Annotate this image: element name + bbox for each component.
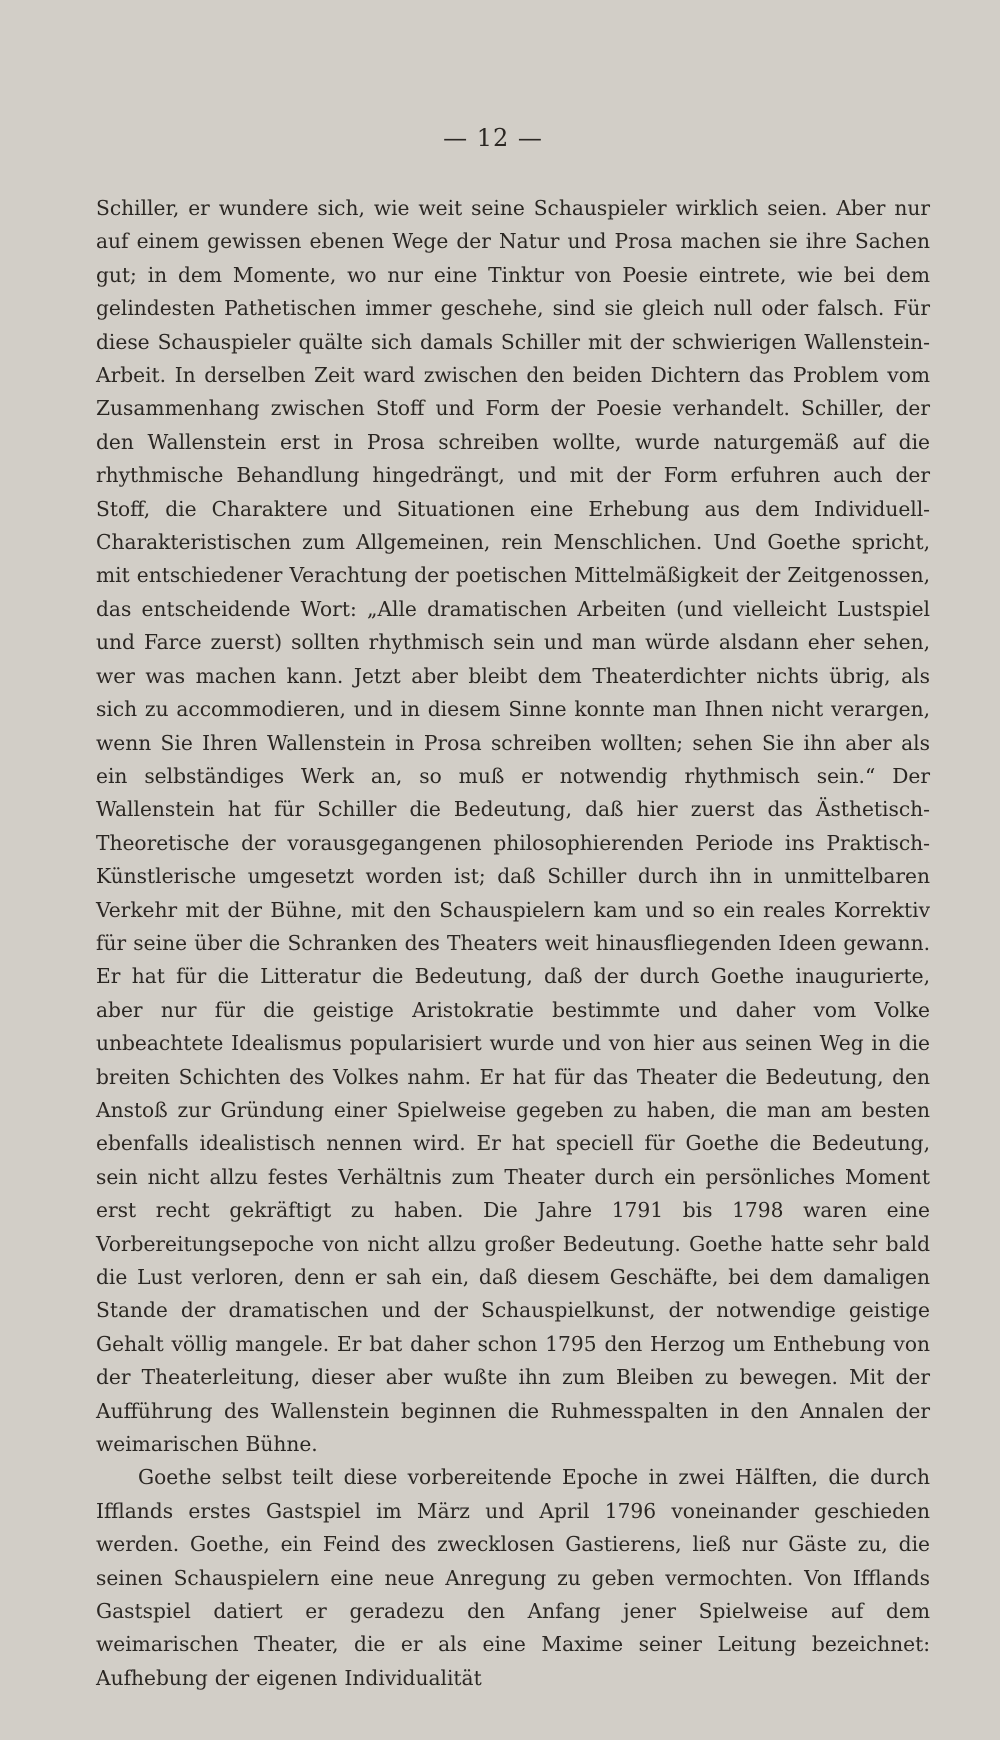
body-text bbox=[96, 192, 930, 1695]
paragraph-1: Schiller, er wundere sich, wie weit seine Schauspieler wirklich seien. Aber nur auf einem gewissen ebenen Wege der Natur und Prosa machen sie ihre Sachen gut; in dem Momente, wo nur eine Tinktur von Poesie eintrete, wie bei dem gelindesten Pathetischen immer geschehe, sind sie gleich null oder falsch. Für diese Schauspieler quälte sich damals Schiller mit der schwierigen Wallenstein-Arbeit. In derselben Zeit ward zwischen den beiden Dichtern das Problem vom Zusammenhang zwischen Stoff und Form der Poesie verhandelt. Schiller, der den Wallenstein erst in Prosa schreiben wollte, wurde naturgemäß auf die rhythmische Behandlung hingedrängt, und mit der Form erfuhren auch der Stoff, die Charaktere und Situationen eine Erhebung aus dem Individuell-Charakteristischen zum Allgemeinen, rein Menschlichen. Und Goethe spricht, mit entschiedener Verachtung der poetischen Mittelmäßigkeit der Zeitgenossen, das entscheidende Wort: „Alle dramatischen Arbeiten (und vielleicht Lustspiel und Farce zuerst) sollten rhythmisch sein und man würde alsdann eher sehen, wer was machen kann. Jetzt aber bleibt dem Theaterdichter nichts übrig, als sich zu accommodieren, und in diesem Sinne konnte man Ihnen nicht verargen, wenn Sie Ihren Wallenstein in Prosa schreiben wollten; sehen Sie ihn aber als ein selbständiges Werk an, so muß er notwendig rhythmisch sein.“ Der Wallenstein hat für Schiller die Bedeutung, daß hier zuerst das Ästhetisch-Theoretische der vorausgegangenen philosophierenden Periode ins Praktisch-Künstlerische umgesetzt worden ist; daß Schiller durch ihn in unmittelbaren Verkehr mit der Bühne, mit den Schauspielern kam und so ein reales Korrektiv für seine über die Schranken des Theaters weit hinausfliegenden Ideen gewann. Er hat für die Litteratur die Bedeutung, daß der durch Goethe inaugurierte, aber nur für die geistige Aristokratie bestimmte und daher vom Volke unbeachtete Idealismus popularisiert wurde und von hier aus seinen Weg in die breiten Schichten des Volkes nahm. Er hat für das Theater die Bedeutung, den Anstoß zur Gründung einer Spielweise gegeben zu haben, die man am besten ebenfalls idealistisch nennen wird. Er hat speciell für Goethe die Bedeutung, sein nicht allzu festes Verhältnis zum Theater durch ein persönliches Moment erst recht gekräftigt zu haben. Die Jahre 1791 bis 1798 waren eine Vorbereitungsepoche von nicht allzu großer Bedeutung. Goethe hatte sehr bald die Lust verloren, denn er sah ein, daß diesem Geschäfte, bei dem damaligen Stande der dramatischen und der Schauspielkunst, der notwendige geistige Gehalt völlig mangele. Er bat daher schon 1795 den Herzog um Enthebung von der Theaterleitung, dieser aber wußte ihn zum Bleiben zu bewegen. Mit der Aufführung des Wallenstein beginnen die Ruhmesspalten in den Annalen der weimarischen Bühne. bbox=[96, 196, 930, 1457]
paragraph-2: Goethe selbst teilt diese vorbereitende Epoche in zwei Hälften, die durch Ifflands erstes Gastspiel im März und April 1796 voneinander geschieden werden. Goethe, ein Feind des zwecklosen Gastierens, ließ nur Gäste zu, die seinen Schauspielern eine neue Anregung zu geben vermochten. Von Ifflands Gastspiel datiert er geradezu den Anfang jener Spielweise auf dem weimarischen Theater, die er als eine Maxime seiner Leitung bezeichnet: Aufhebung der eigenen Individualität bbox=[96, 1465, 930, 1690]
page-number: — 12 — bbox=[443, 124, 543, 152]
